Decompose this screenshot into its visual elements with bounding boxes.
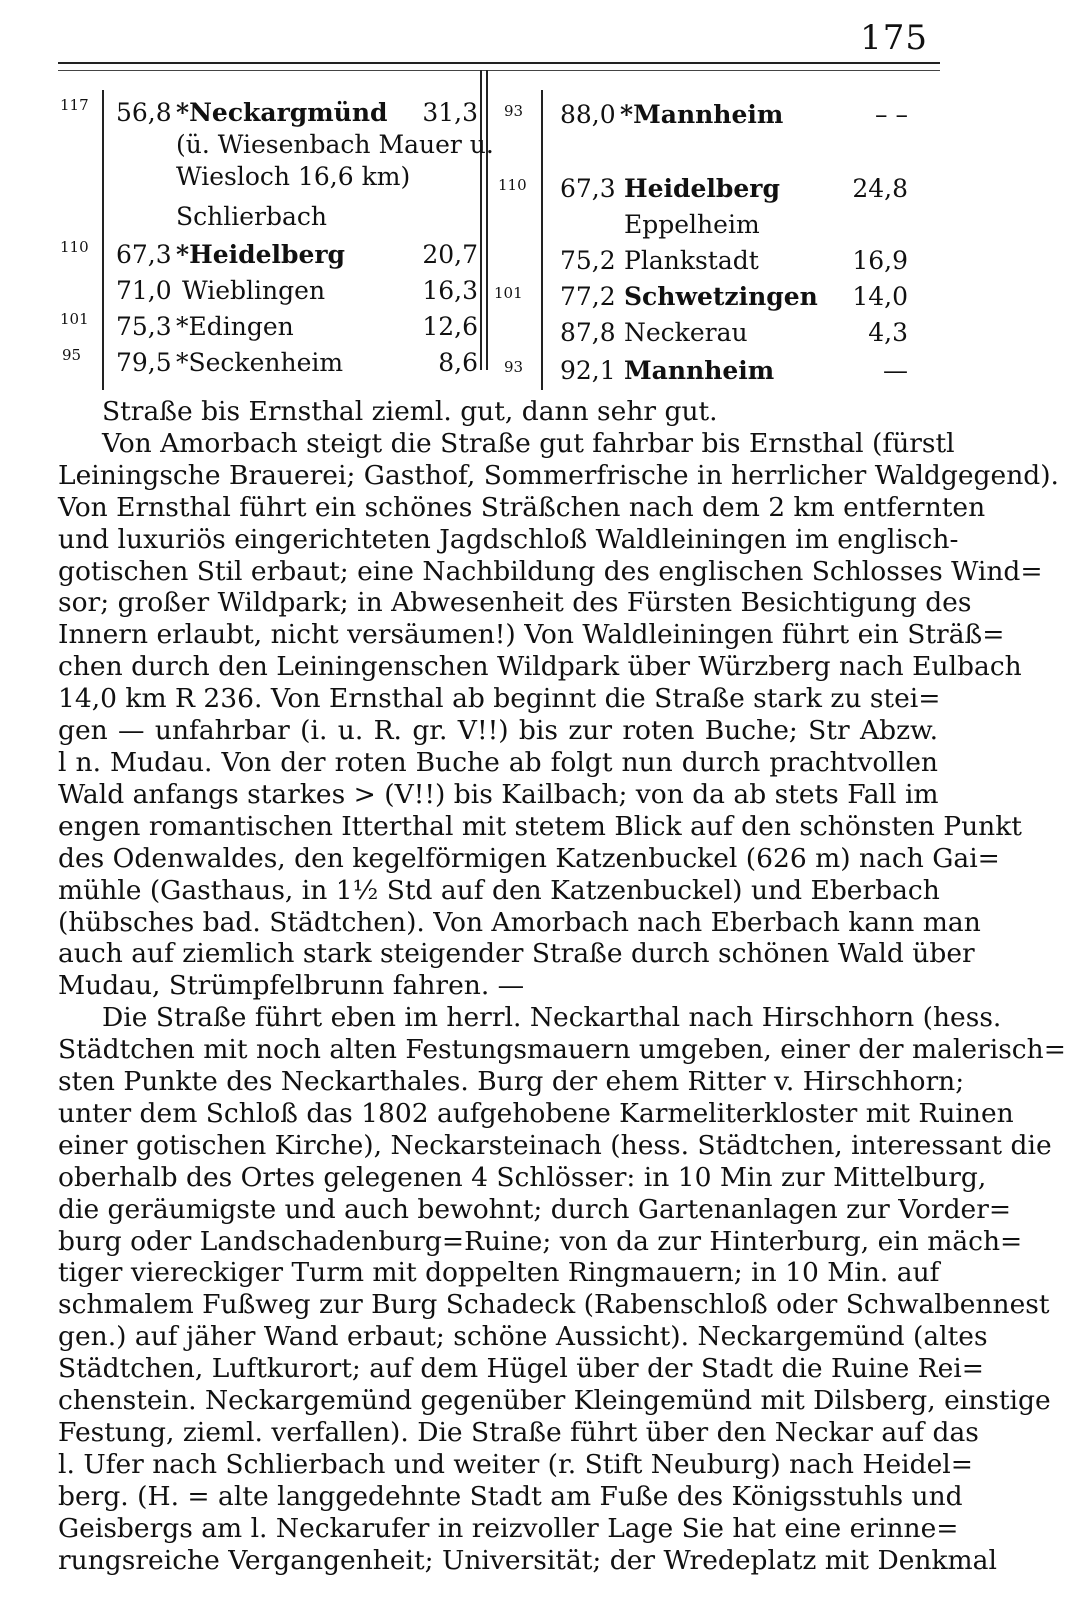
text-line: chenstein. Neckargemünd gegenüber Kleingemünd mit Dilsberg, einstige <box>58 1385 1051 1417</box>
text-line: auch auf ziemlich stark steigender Straße durch schönen Wald über <box>58 938 975 970</box>
distance-value: — <box>883 356 908 385</box>
km-value: 88,0 <box>560 100 616 129</box>
km-value: 92,1 <box>560 356 616 385</box>
text-line: tiger viereckiger Turm mit doppelten Ringmauern; in 10 Min. auf <box>58 1257 940 1289</box>
ref-number: 101 <box>494 284 523 302</box>
text-line: Städtchen mit noch alten Festungsmauern umgeben, einer der malerisch= <box>58 1034 1066 1066</box>
route-note: (ü. Wiesenbach Mauer u. <box>176 130 494 159</box>
text-line: Leiningsche Brauerei; Gasthof, Sommerfrische in herrlicher Waldgegend). <box>58 459 1059 491</box>
text-line: sor; großer Wildpark; in Abwesenheit des Fürsten Besichtigung des <box>58 587 972 619</box>
text-line: Innern erlaubt, nicht versäumen!) Von Waldleiningen führt ein Sträß= <box>58 619 1005 651</box>
text-line: Festung, zieml. verfallen). Die Straße führt über den Neckar auf das <box>58 1417 979 1448</box>
distance-value: 14,0 <box>852 282 908 311</box>
ref-number: 110 <box>60 238 89 256</box>
page-number: 175 <box>860 18 928 58</box>
ref-number: 117 <box>60 96 89 114</box>
place-name: *Heidelberg <box>176 240 346 269</box>
text-line: burg oder Landschadenburg=Ruine; von da zur Hinterburg, ein mäch= <box>58 1225 1023 1257</box>
km-value: 67,3 <box>560 174 616 203</box>
route-note: Schlierbach <box>176 202 327 231</box>
distance-value: 24,8 <box>852 174 908 203</box>
text-line: unter dem Schloß das 1802 aufgehobene Karmeliterkloster mit Ruinen <box>58 1097 1014 1129</box>
text-line: chen durch den Leiningenschen Wildpark über Würzberg nach Eulbach <box>58 651 1022 683</box>
distance-value: 8,6 <box>438 348 478 377</box>
text-line: Die Straße führt eben im herrl. Neckarthal nach Hirschhorn (hess. <box>102 1002 1002 1034</box>
header-rule <box>58 62 940 64</box>
route-table <box>58 90 938 400</box>
ref-number: 95 <box>62 346 82 364</box>
km-value: 77,2 <box>560 282 616 311</box>
text-line: l n. Mudau. Von der roten Buche ab folgt nun durch prachtvollen <box>58 746 938 778</box>
place-name: Mannheim <box>624 356 775 385</box>
text-line: (hübsches bad. Städtchen). Von Amorbach nach Eberbach kann man <box>58 906 981 938</box>
place-name: Neckerau <box>624 318 748 347</box>
route-note: Eppelheim <box>624 210 760 239</box>
ref-number: 101 <box>60 310 89 328</box>
text-line: gotischen Stil erbaut; eine Nachbildung des englischen Schlosses Wind= <box>58 555 1043 587</box>
km-value: 87,8 <box>560 318 616 347</box>
distance-value: 16,3 <box>422 276 478 305</box>
km-value: 79,5 <box>116 348 172 377</box>
body-text <box>58 396 1066 1577</box>
km-value: 67,3 <box>116 240 172 269</box>
text-line: Wald anfangs starkes > (V!!) bis Kailbach; von da ab stets Fall im <box>58 778 939 810</box>
text-line: Geisbergs am l. Neckarufer in reizvoller Lage Sie hat eine erinne= <box>58 1512 959 1544</box>
text-line: schmalem Fußweg zur Burg Schadeck (Rabenschloß oder Schwalbennest <box>58 1289 1050 1321</box>
distance-value: 31,3 <box>422 98 478 127</box>
center-rule-2 <box>486 70 488 370</box>
header-rule-thin <box>58 70 940 71</box>
km-value: 75,3 <box>116 312 172 341</box>
place-name: Heidelberg <box>624 174 780 203</box>
km-value: 71,0 <box>116 276 172 305</box>
place-name: Plankstadt <box>624 246 759 275</box>
distance-value: 4,3 <box>868 318 908 347</box>
left-km-rule <box>102 90 104 390</box>
text-line: Städtchen, Luftkurort; auf dem Hügel über der Stadt die Ruine Rei= <box>58 1353 984 1385</box>
text-line: Straße bis Ernsthal zieml. gut, dann sehr gut. <box>102 396 718 427</box>
text-line: berg. (H. = alte langgedehnte Stadt am Fuße des Königsstuhls und <box>58 1480 963 1512</box>
place-name: Wieblingen <box>182 276 326 305</box>
center-rule-1 <box>480 70 482 370</box>
text-line: sten Punkte des Neckarthales. Burg der ehem Ritter v. Hirschhorn; <box>58 1066 965 1098</box>
distance-value: 12,6 <box>422 312 478 341</box>
text-line: l. Ufer nach Schlierbach und weiter (r. Stift Neuburg) nach Heidel= <box>58 1448 973 1480</box>
text-line: die geräumigste und auch bewohnt; durch Gartenanlagen zur Vorder= <box>58 1193 1012 1225</box>
text-line: oberhalb des Ortes gelegenen 4 Schlösser: in 10 Min zur Mittelburg, <box>58 1161 987 1193</box>
distance-value: 16,9 <box>852 246 908 275</box>
text-line: rungsreiche Vergangenheit; Universität; der Wredeplatz mit Denkmal <box>58 1544 997 1576</box>
km-value: 75,2 <box>560 246 616 275</box>
place-name: *Seckenheim <box>176 348 344 377</box>
text-line: 14,0 km R 236. Von Ernsthal ab beginnt die Straße stark zu stei= <box>58 683 941 715</box>
ref-number: 110 <box>498 176 527 194</box>
text-line: des Odenwaldes, den kegelförmigen Katzenbuckel (626 m) nach Gai= <box>58 842 1000 874</box>
km-value: 56,8 <box>116 98 172 127</box>
text-line: gen.) auf jäher Wand erbaut; schöne Aussicht). Neckargemünd (altes <box>58 1321 988 1353</box>
distance-value: – – <box>875 100 908 129</box>
place-name: *Mannheim <box>620 100 784 129</box>
place-name: Schwetzingen <box>624 282 818 311</box>
right-km-rule <box>541 90 543 390</box>
distance-value: 20,7 <box>422 240 478 269</box>
ref-number: 93 <box>504 102 524 120</box>
place-name: *Neckargmünd <box>176 98 388 127</box>
text-line: Mudau, Strümpfelbrunn fahren. — <box>58 970 525 1002</box>
ref-number: 93 <box>504 358 524 376</box>
text-line: Von Ernsthal führt ein schönes Sträßchen nach dem 2 km entfernten <box>58 491 986 523</box>
text-line: Von Amorbach steigt die Straße gut fahrbar bis Ernsthal (fürstl <box>102 427 955 459</box>
place-name: *Edingen <box>176 312 294 341</box>
text-line: und luxuriös eingerichteten Jagdschloß Waldleiningen im englisch- <box>58 523 959 555</box>
route-note: Wiesloch 16,6 km) <box>176 162 411 191</box>
text-line: mühle (Gasthaus, in 1½ Std auf den Katzenbuckel) und Eberbach <box>58 874 940 906</box>
text-line: einer gotischen Kirche), Neckarsteinach (hess. Städtchen, interessant die <box>58 1129 1052 1161</box>
text-line: gen — unfahrbar (i. u. R. gr. V!!) bis zur roten Buche; Str Abzw. <box>58 715 938 747</box>
text-line: engen romantischen Itterthal mit stetem Blick auf den schönsten Punkt <box>58 810 1022 842</box>
